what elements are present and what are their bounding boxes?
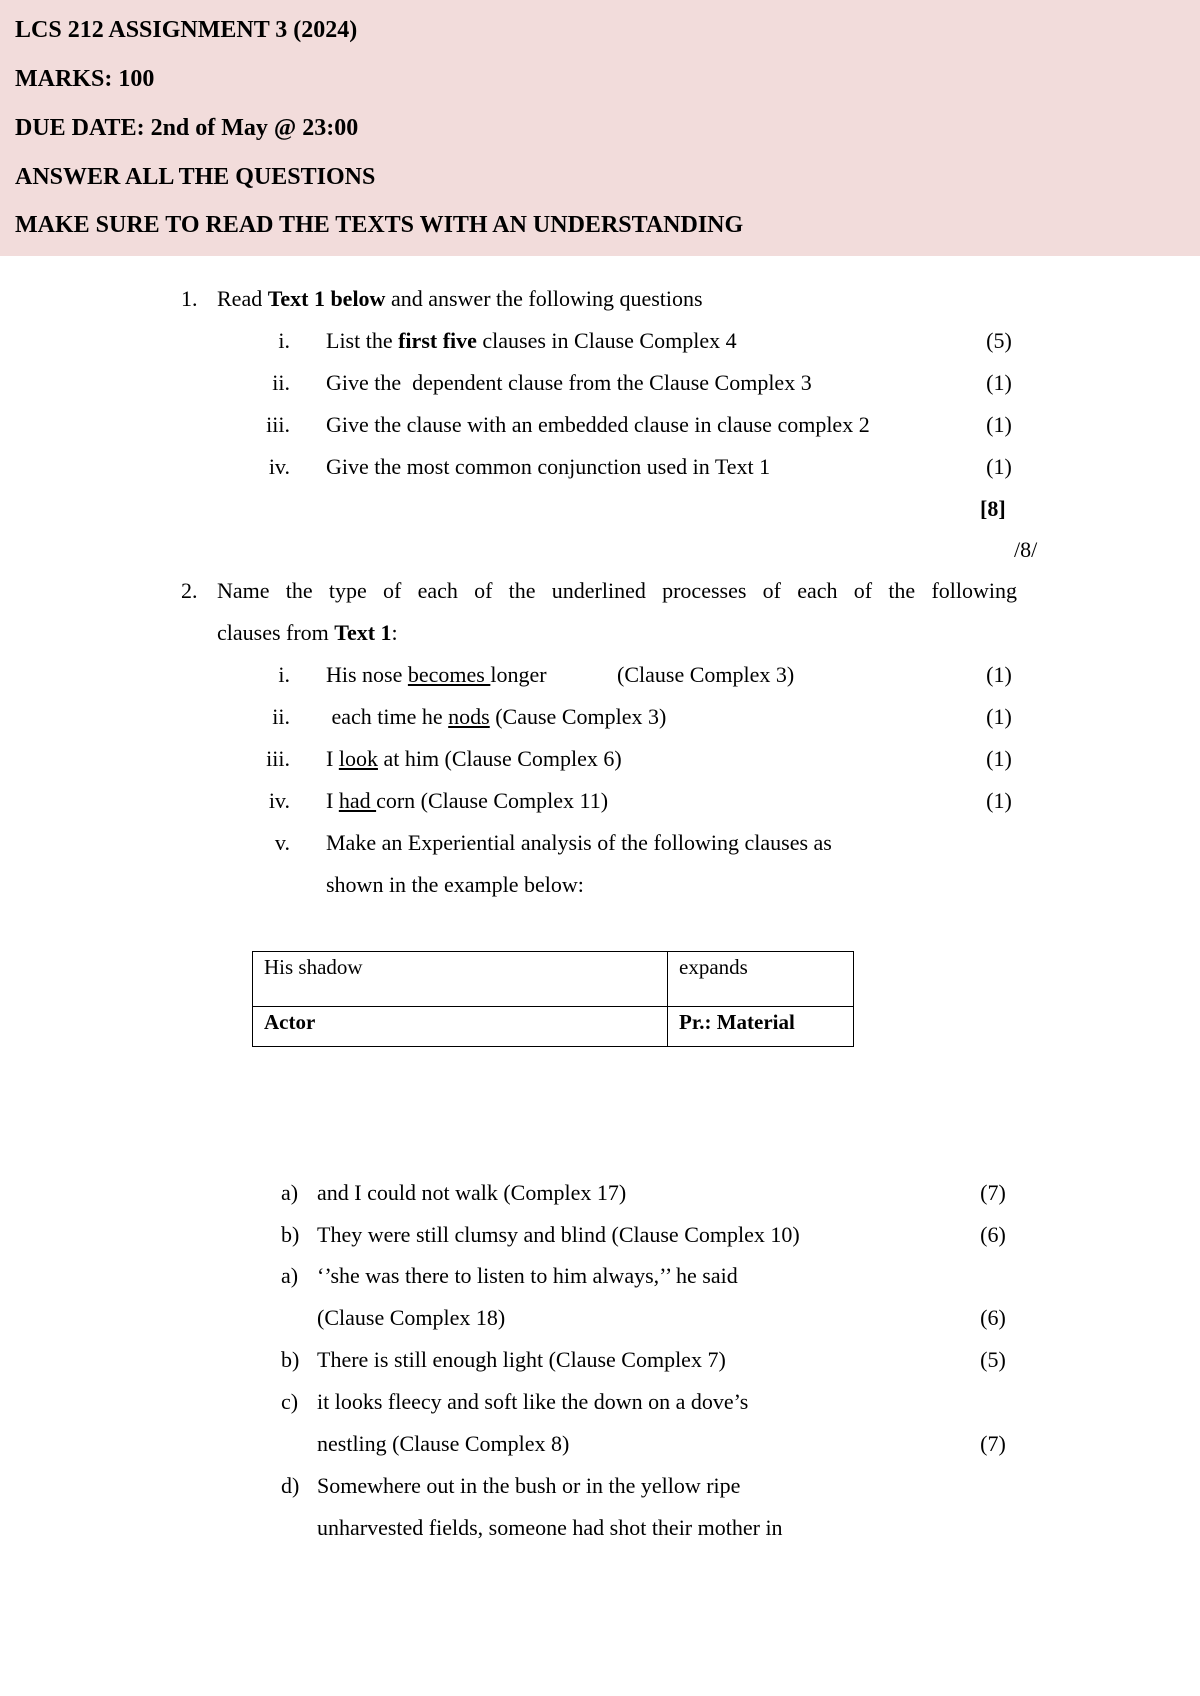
item-text: Give the most common conjunction used in Text 1 — [326, 454, 771, 479]
item-text: ‘’she was there to listen to him always,’’ he said — [317, 1263, 738, 1288]
table-cell: Actor — [253, 1007, 668, 1047]
item-letter: b) — [281, 1222, 300, 1247]
mark-allocation: (6) — [980, 1305, 1006, 1330]
item-number: ii. — [272, 704, 290, 729]
question-intro-line2: clauses from Text 1: — [217, 620, 398, 645]
item-text: There is still enough light (Clause Complex 7) — [317, 1347, 726, 1372]
item-number: i. — [278, 662, 290, 687]
mark-allocation: (6) — [980, 1222, 1006, 1247]
item-text: Give the clause with an embedded clause in clause complex 2 — [326, 412, 870, 437]
item-letter: a) — [281, 1263, 299, 1288]
item-letter: b) — [281, 1347, 300, 1372]
item-number: iv. — [268, 454, 290, 479]
item-text: They were still clumsy and blind (Clause Complex 10) — [317, 1222, 800, 1247]
item-number: ii. — [272, 370, 290, 395]
item-text: unharvested fields, someone had shot their mother in — [317, 1515, 783, 1540]
item-text: I had corn (Clause Complex 11) — [326, 788, 609, 813]
underlined-process: had — [338, 788, 377, 813]
table-row — [253, 1007, 854, 1047]
question-number: 2. — [181, 578, 198, 603]
item-text: (Clause Complex 18) — [317, 1305, 506, 1330]
item-text: His nose becomes longer — [326, 662, 547, 687]
marks-line: MARKS: 100 — [15, 66, 155, 92]
item-text: I look at him (Clause Complex 6) — [326, 746, 622, 771]
instruction-read-texts: MAKE SURE TO READ THE TEXTS WITH AN UNDERSTANDING — [15, 212, 744, 238]
item-number: iv. — [268, 788, 290, 813]
item-text: Make an Experiential analysis of the following clauses as — [326, 830, 832, 855]
question-number: 1. — [181, 286, 198, 311]
mark-allocation: (1) — [986, 788, 1012, 813]
header-band — [0, 0, 1200, 256]
question-intro: Read Text 1 below and answer the following questions — [217, 286, 703, 311]
instruction-answer-all: ANSWER ALL THE QUESTIONS — [15, 164, 376, 190]
assignment-title: LCS 212 ASSIGNMENT 3 (2024) — [15, 17, 358, 43]
due-date-line: DUE DATE: 2nd of May @ 23:00 — [15, 115, 359, 141]
mark-allocation: (5) — [980, 1347, 1006, 1372]
item-text: nestling (Clause Complex 8) — [317, 1431, 570, 1456]
table-cell: Pr.: Material — [668, 1007, 854, 1047]
clause-reference: (Clause Complex 3) — [617, 662, 795, 687]
item-number: v. — [274, 830, 290, 855]
item-text: each time he nods (Cause Complex 3) — [326, 704, 667, 729]
mark-allocation: (7) — [980, 1431, 1006, 1456]
mark-allocation: (1) — [986, 704, 1012, 729]
underlined-process: look — [338, 746, 378, 771]
item-text: Give the dependent clause from the Clause Complex 3 — [326, 370, 812, 395]
mark-allocation: (1) — [986, 370, 1012, 395]
mark-allocation: (5) — [986, 328, 1012, 353]
mark-allocation: (1) — [986, 662, 1012, 687]
table-row — [253, 952, 854, 1007]
table-cell: His shadow — [253, 952, 668, 1007]
underlined-process: nods — [448, 704, 490, 729]
item-letter: c) — [281, 1389, 299, 1414]
mark-allocation: (1) — [986, 454, 1012, 479]
item-letter: d) — [281, 1473, 300, 1498]
item-number: i. — [278, 328, 290, 353]
underlined-process: becomes — [407, 662, 491, 687]
question-total-slash: /8/ — [1014, 537, 1038, 562]
item-number: iii. — [266, 412, 290, 437]
item-text: and I could not walk (Complex 17) — [317, 1180, 627, 1205]
question-intro-line1: Name the type of each of the underlined processes of each of the following — [217, 578, 1017, 603]
mark-allocation: (1) — [986, 746, 1012, 771]
mark-allocation: (7) — [980, 1180, 1006, 1205]
item-text: it looks fleecy and soft like the down on a dove’s — [317, 1389, 749, 1414]
item-letter: a) — [281, 1180, 299, 1205]
item-number: iii. — [266, 746, 290, 771]
example-analysis-table — [252, 951, 854, 1047]
item-text: Somewhere out in the bush or in the yellow ripe — [317, 1473, 741, 1498]
item-text: shown in the example below: — [326, 872, 584, 897]
mark-allocation: (1) — [986, 412, 1012, 437]
item-text: List the first five clauses in Clause Complex 4 — [326, 328, 737, 353]
question-total: [8] — [980, 496, 1006, 521]
table-cell: expands — [668, 952, 854, 1007]
